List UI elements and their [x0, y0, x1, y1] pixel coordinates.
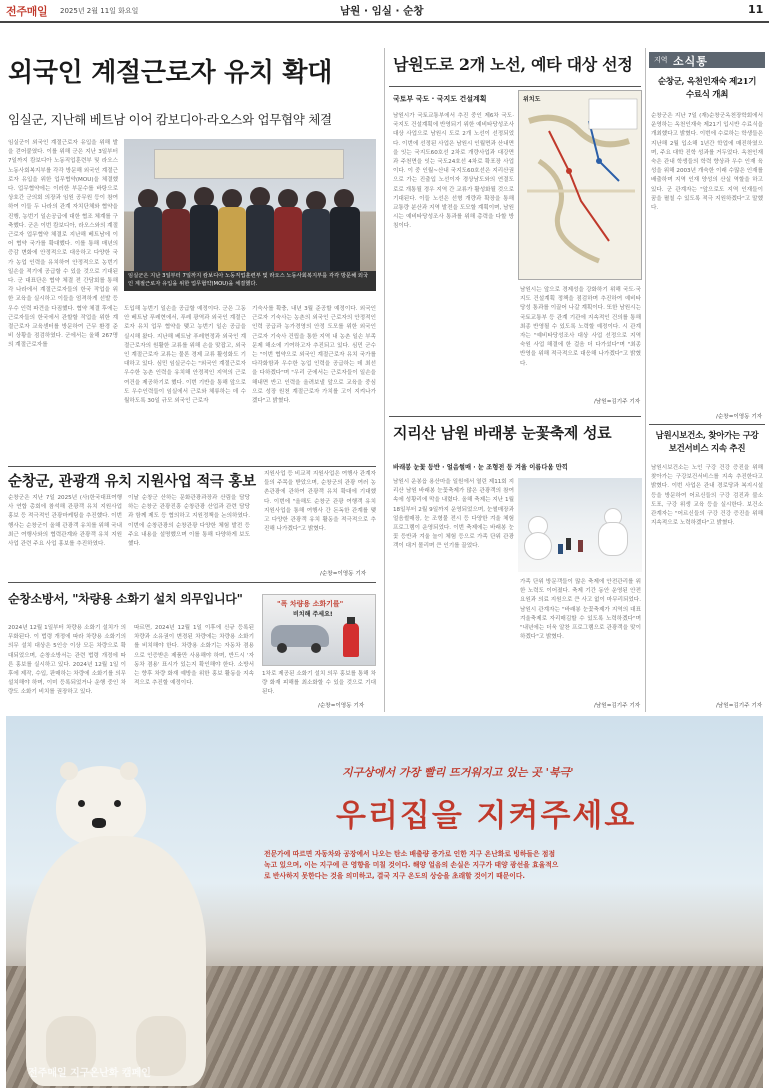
ad-headline: 우리집을 지켜주세요 [336, 798, 637, 834]
art2-divider [8, 582, 376, 583]
art1-photo [124, 139, 376, 271]
art5-col2: 가족 단위 방문객들이 많은 축제에 안전관리를 위한 노력도 이어졌다. 축제 기간 동안 운영된 안전요원과 의료 지원으로 큰 사고 없이 마무리되었다. 남원시 관계자는 "바래봉 눈꽃축제가 지역의 대표 겨울축제로 자리매김할 수 있도록 노력하겠다"며 "내년에는 더욱 알찬 프로그램으로 관광객을 맞이하겠다"고 밝혔다. [520, 579, 641, 641]
art3-title: 순창소방서, "차량용 소화기 설치 의무입니다" [8, 592, 243, 606]
art4-subtitle: 국토부 국도 · 국지도 건설계획 [393, 95, 487, 103]
sidebar-divider [649, 424, 765, 425]
art1-col3: 기숙사를 확충, 내년 3월 준공할 예정이다. 외국인 근로자 기숙사는 농촌의 외국인 근로자의 안정적인 인력 공급과 농가경영의 안정 도모를 위한 외국인 근로자 기숙사 건립을 통한 지역 내 농촌 일손 부족 문제 해소에 기여하고자 추진되고 있다. 심민 군수는 "이번 협약으로 외국인 계절근로자 유치 국가를 다각화함과 우수한 농업 인력을 공급하는 데 최선을 다하겠다"며 "우리 군에서는 근로자들이 일손을 해내면 반고 인력을 올려보낼 앞으로 교육을 중심으로 성장 원천 계절근로자 가치를 고이 지켜나가겠다"고 밝혔다. [252, 306, 376, 405]
art5-title: 지리산 남원 바래봉 눈꽃축제 성료 [393, 424, 612, 442]
side-news1-body: 순창군은 지난 7일 (재)순창군옥천장학회에서 운영하는 옥천인재숙 제21기 입시반 수료식을 개최했다고 밝혔다. 이번에 수료하는 학생들은 지난해 2월 입소해 1년간 학업에 매진하였으며, 주요 대학 진학 성과를 거두었다. 옥천인재숙은 관내 학생들의 학력 향상과 우수 인재 육성을 위해 2003년 개숙한 이래 수많은 인재를 배출하며 지역 인재 양성의 산실 역할을 하고 있다. 군 관계자는 "앞으로도 지역 인재들이 꿈을 펼칠 수 있도록 적극 지원하겠다"고 말했다. [651, 113, 763, 212]
side-news1-byline: /순창=이영동 기자 [716, 414, 763, 420]
brand-logo: 전주매일 [6, 5, 48, 18]
art1-divider [8, 466, 376, 467]
art3-col3: 1차로 제공된 소화기 설치 의무 홍보를 통해 차량 화재 피해를 최소화할 수 있을 것으로 기대된다. [262, 671, 376, 696]
page-header [0, 0, 769, 22]
ad-body-line1: 전문가에 따르면 자동차와 공장에서 나오는 탄소 배출량 증가로 인한 지구 온난화로 빙하들은 점점 [264, 850, 556, 858]
art4-divider [389, 416, 641, 417]
art2-title: 순창군, 관광객 유치 지원사업 적극 홍보 [8, 473, 256, 490]
side-news1-title: 순창군, 옥천인재숙 제21기 수료식 개최 [657, 77, 757, 100]
art2-col1: 순창군은 지난 7일 2025년 (사)한국대표여행사 연합 총회에 참석해 관광객 유치 지원사업 홍보 등 적극적인 관광마케팅을 추진했다. 이번 행사는 순창군이 올해 관광객 유치를 위해 국내 최근 여행사와의 협력관계와 관광객 유치 지원사업 관련 주요 사업 홍보를 추진하였다. [8, 495, 122, 548]
art2-col3: 지원사업 등 비교적 지원사업은 여행사 관계자들의 주목을 받았으며, 순창군의 관광 여러 농촌관광에 관하여 관광객 유치 확대에 기대했다. 이번에 "올해도 순창군 관광 여행객 유치 지원사업을 통해 여행사 간 돈독한 관계를 맺고 다양한 관광객 유치 활동을 적극적으로 추진해 나가겠다"고 밝혔다. [264, 471, 376, 533]
map-drawing [519, 91, 642, 280]
ad-tagline: 지구상에서 가장 빨리 뜨거워지고 있는 곳 '북극' [342, 766, 574, 779]
polar-bear [16, 756, 226, 1086]
sidebar-label: 지역 [654, 56, 668, 64]
section-title: 남원 · 임실 · 순창 [340, 5, 424, 17]
side-news2-title: 남원시보건소, 찾아가는 구강보건서비스 지속 추진 [655, 431, 759, 454]
art4-col2: 남원시는 앞으로 경제성을 강화하기 위해 국도·국지도 건설계획 정책을 점검하며 추진하여 예비타당성 통과를 이끌어 나갈 계획이다. 또한 남원시는 국토교통부 등 관계 기관에 지속적인 건의를 통해 최종 반영될 수 있도록 노력할 예정이다. 시 관계자는 "예비타당성조사 대상 사업 선정으로 지역 숙원 사업 해결에 한 걸음 더 다가섰다"며 "최종 반영을 위해 적극적으로 대응해 나가겠다"고 밝혔다. [520, 287, 641, 367]
page-number: 11 [748, 3, 764, 16]
art5-col1: 남원시 운봉읍 용산마을 일원에서 열린 제11회 지리산 남원 바래봉 눈꽃축제가 많은 관광객의 참여 속에 성황리에 막을 내렸다. 올해 축제는 지난 1월 18일부터 2월 9일까지 운영되었으며, 눈썰매장과 얼음썰매장, 눈 조형물 전시 등 다양한 겨울 체험 프로그램이 운영되었다. 이번 축제에는 바래봉 눈꽃 등반과 겨울 놀이 체험 등으로 가족 단위 관광객이 대거 몰리며 큰 인기를 끌었다. [393, 479, 514, 550]
column-rule-2 [645, 48, 646, 712]
art4-title: 남원도로 2개 노선, 예타 대상 선정 [393, 55, 633, 74]
ad-sponsor: 전주매일 지구온난화 캠페인 [28, 1068, 151, 1079]
ad-body-line3: 로 반사하지 못한다는 것을 의미하고, 결국 지구 온도의 상승을 초래할 것이기 때문이다. [264, 872, 525, 880]
poster-subtitle: 비치해 주세요! [293, 611, 333, 618]
fire-extinguisher-icon [343, 623, 359, 657]
side-news2-body: 남원시보건소는 노인 구강 건강 증진을 위해 찾아가는 구강보건서비스를 지속 추진한다고 밝혔다. 이번 사업은 관내 경로당과 복지시설 등을 방문하여 어르신들의 구강 검진과 불소 도포, 구강 위생 교육 등을 실시한다. 보건소 관계자는 "어르신들의 구강 건강 증진을 위해 지속적으로 노력하겠다"고 밝혔다. [651, 465, 763, 527]
art2-col2: 이날 순창군 산하는 문화관광과장과 산림을 담당하는 순창군 관광진흥 순창관광 산업과 관련 담당과 함께 제도 등 협의하고 지원정책을 논의하였다. 이번에 순창관광의 순창관광 다양한 체험 발전 등 주요 내용을 설명했으며 이를 통해 다양하게 보도했다. [128, 495, 250, 548]
festival-photo [518, 478, 642, 572]
sidebar-title: 소식통 [673, 55, 708, 68]
fire-extinguisher-poster [262, 594, 376, 666]
art2-byline: /순창=이영동 기자 [320, 571, 367, 577]
art1-subtitle: 임실군, 지난해 베트남 이어 캄보디아·라오스와 업무협약 체결 [8, 112, 332, 127]
header-date: 2025년 2월 11일 화요일 [60, 7, 139, 15]
route-map [518, 90, 642, 280]
art4-byline: /남원=김기주 기자 [594, 399, 641, 405]
column-rule-1 [384, 48, 385, 712]
art3-byline: /순창=이영동 기자 [318, 703, 365, 709]
ad-body-line2: 녹고 있으며, 이는 지구에 큰 영향을 미칠 것이다. 해양 얼음의 손실은 지구가 태양 광선을 효율적으 [264, 861, 559, 869]
art5-byline: /남원=김기주 기자 [594, 703, 641, 709]
art5-subtitle: 바래봉 눈꽃 등반 · 얼음썰매 · 눈 조형전 등 겨울 이름다움 만끽 [393, 464, 568, 471]
art1-col1: 임실군이 외국인 계절근로자 유입을 위해 발을 걷어붙였다. 이를 위해 군은 지난 3일부터 7일까지 캄보디아 노동직업훈련부 및 라오스 노동사회복지부를 각각 방문해 외국인 계절근로자 유입을 위한 업무협약(MOU)을 체결했다. 업무협약에는 이러한 부문수를 바탕으로 상호간 군의회 의장과 임원 공무원 등이 참여하여 이들 두 나라의 관계 자치단체와 협약을 진행, 농번기 일손공급에 대한 협조 체계를 구축했다. 군은 이번 캄보디아, 라오스와의 계절근로자 업무협약 체결로 지난해 베트남에 이어 협약 국가를 확대했다. 이를 통해 매년의 증감 변화에 안정적으로 대응하고 다양한 국가 농업 인력을 유치하여 안정적으로 농번기 일손을 적기에 공급할 수 있을 것으로 기대된다. 군 대표단은 협약 체결 전 간담회를 통해 각 나라에서 계절근로자들의 한국 작업을 위한 교육을 실시하고 이들을 엄격하게 선발 등 우수 인력 파견을 다짐했다. 협약 체결 후에는 근로자들의 한국에서 관할할 작업을 위한 계절근로자 교육센터를 방문하여 근무 환경 준비 상황을 점검하였다. 군에서는 올해 267명의 계절근로자를 [8, 140, 118, 349]
art1-photo-caption: 임실군은 지난 3일부터 7일까지 캄보디아 노동직업훈련부 및 라오스 노동사회복지부를 각각 방문해 외국인 계절근로자 유입을 위한 업무협약(MOU)을 체결했다. [124, 271, 376, 291]
side-news2-byline: /남원=김기주 기자 [716, 703, 763, 709]
group-of-people [134, 181, 366, 271]
art4-divider-top [389, 86, 641, 87]
banner-backdrop [154, 149, 344, 179]
map-title: 위치도 [523, 96, 541, 103]
art3-col1: 2024년 12월 1일부터 차량용 소화기 설치가 의무화된다. 이 법령 개정에 따라 차량용 소화기의 의무 설치 대상은 5인승 이상 모든 차량으로 확대되었으며, 순창소방서는 관련 법령 개정에 따른 홍보를 실시하고 있다. 2024년 12월 1일 이후에 제작, 수입, 판매하는 차량에 소화기를 의무 설치해야 하며, 이미 등록되었거나 운행 중인 차량도 소화기 비치를 권장하고 있다. [8, 625, 126, 696]
art1-col2: 도입해 농번기 일손을 공급할 예정이다. 군은 그동안 베트남 푸레현에서, 푸레 광역과 외국인 계절근로자 유치 업무 협약을 맺고 농번기 일손 공급을 실시해 왔다. 지난해 베트남 푸레현정과 외국인 계절근로자의 원활한 교류를 위해 손을 맞잡고, 외국인 계절근로자 교류는 물론 경제 교류 활성화도 기대하고 있다. 심민 임실군수는 "외국인 계절근로자 우수한 농촌 인력을 유치해 안정적인 지역의 근로 여건을 제공하기로 했다. 이번 기반을 통해 앞으로도 우수인력들이 임실에서 근로와 체류하는 데 수월하도록 30일 규모 외국인 근로자 [124, 306, 246, 405]
sidebar-header [649, 52, 765, 68]
header-rule [0, 21, 769, 23]
art4-col1: 남원시가 국토교통부에서 추진 중인 제6차 국도·국지도 건설계획에 반영되기 위한 예비타당성조사 대상 사업으로 남원시 도로 2개 노선이 선정되었다. 이번에 선정된 사업은 남원시 인월면과 산내면을 잇는 국지도60호선 2차로 개량사업과 대강면과 주천면을 잇는 국도24호선 4차로 확포장 사업이다. 이 중 인월~산내 국지도60호선은 지리산권으로 가는 진출입 노선이자 경상남도와의 연결도로로 개통될 경우 지역 간 교류가 활성화될 것으로 기대된다. 이들 노선은 선형 개량과 확장을 통해 교통량 분산과 지역 발전을 도모할 계획이며, 남원시는 예비타당성조사 통과를 위해 총력을 다할 방침이다. [393, 113, 514, 230]
poster-title: "폭 차량용 소화기를" [277, 600, 344, 608]
art3-col2: 따르면, 2024년 12월 1일 이후에 신규 등록된 차량과 소유권이 변경된 차량에는 차량용 소화기를 비치해야 한다. 차량용 소화기는 자동차 겸용으로 인증받은 제품만 사용해야 하며, 반드시 '자동차 겸용' 표시가 있는지 확인해야 한다. 소방서는 향후 차량 화재 예방을 위한 홍보 활동을 지속적으로 추진할 예정이다. [134, 625, 254, 687]
art1-title: 외국인 계절근로자 유치 확대 [8, 58, 333, 88]
climate-ad [6, 716, 763, 1088]
